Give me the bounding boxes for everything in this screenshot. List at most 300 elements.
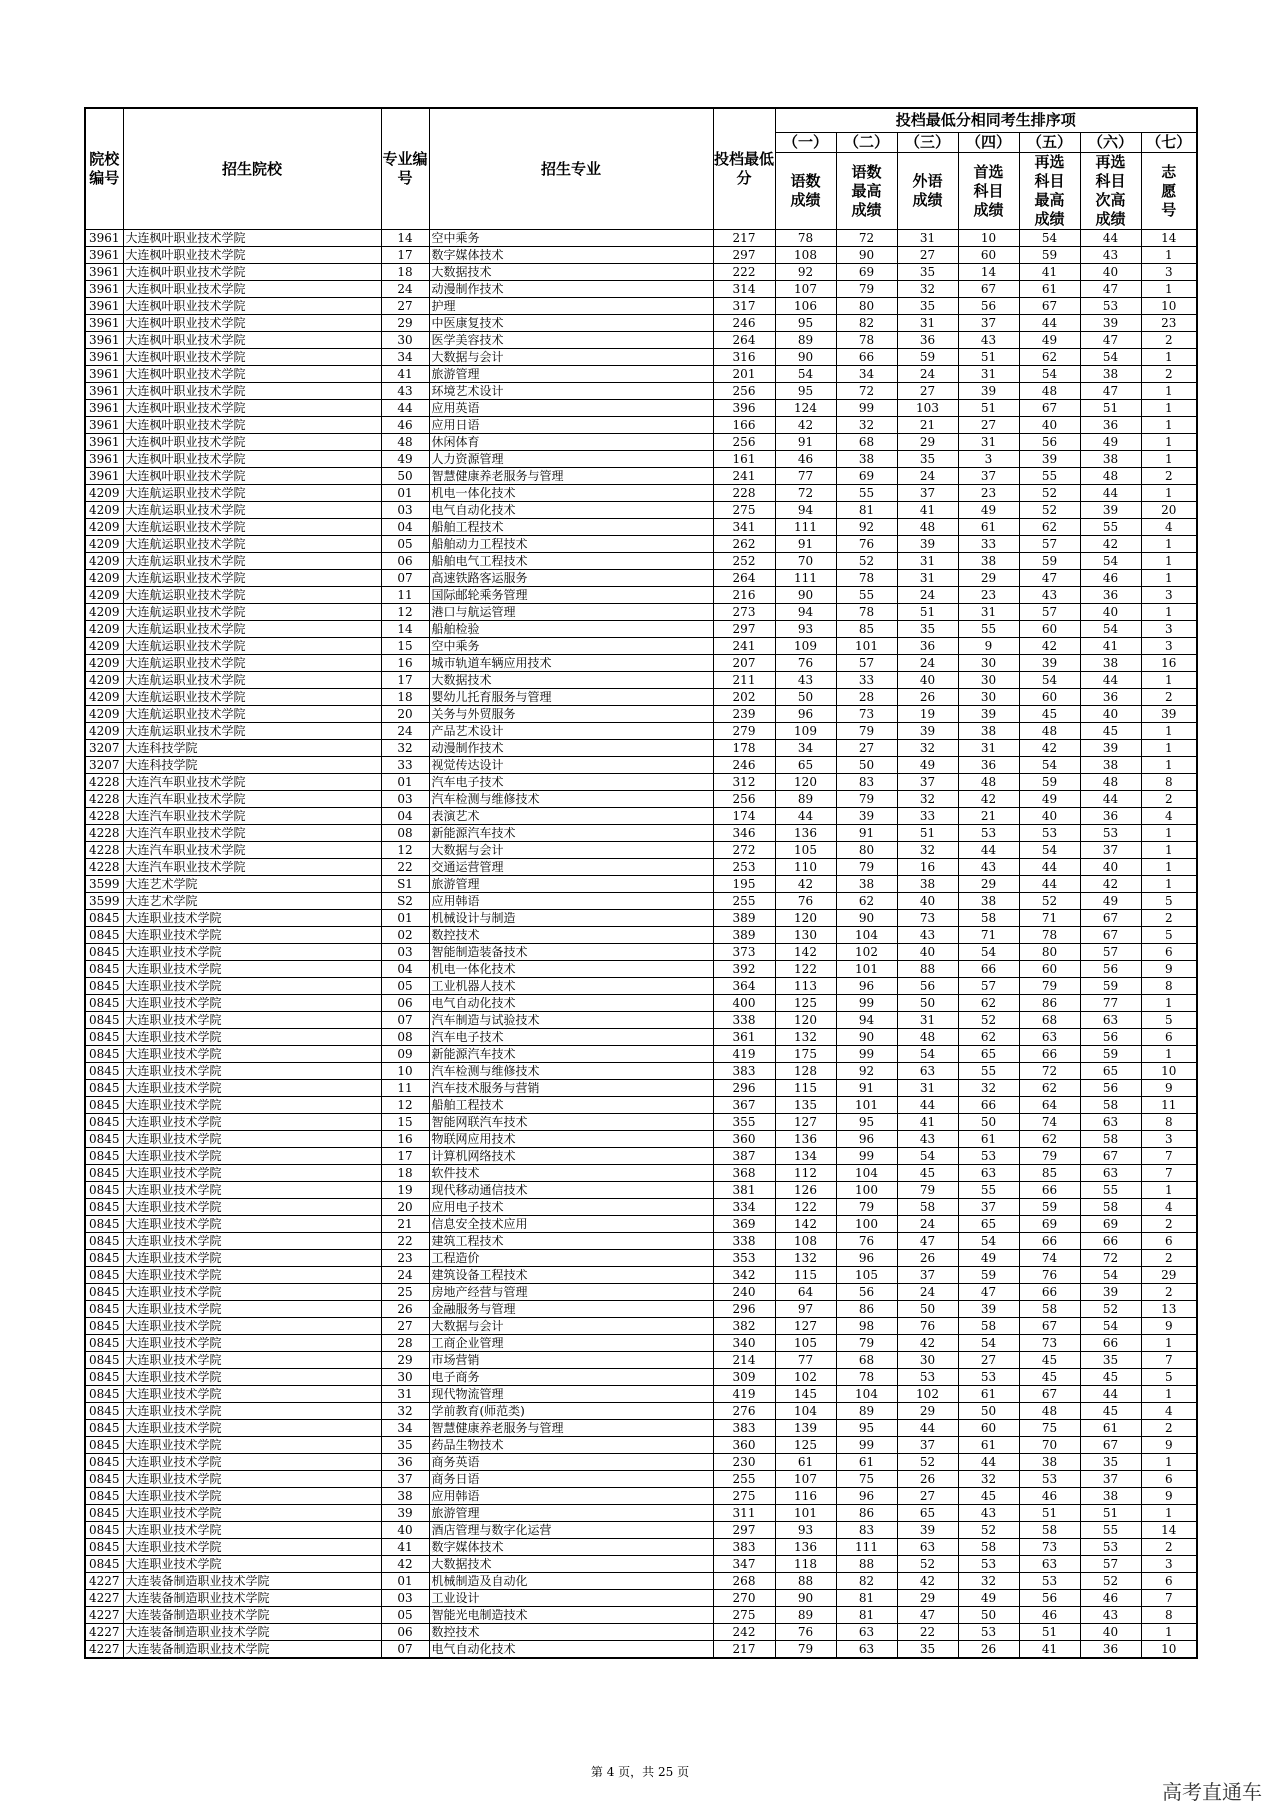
table-row <box>85 247 1197 264</box>
cell-major-name: 房地产经营与管理 <box>429 1284 713 1301</box>
cell-school-code: 0845 <box>85 1114 123 1131</box>
cell-score-4: 61 <box>958 519 1019 536</box>
cell-school-code: 0845 <box>85 1250 123 1267</box>
cell-school-code: 0845 <box>85 1097 123 1114</box>
cell-school-name: 大连职业技术学院 <box>123 1284 381 1301</box>
cell-score-2: 79 <box>836 791 897 808</box>
cell-score-4: 66 <box>958 1097 1019 1114</box>
cell-major-code: 44 <box>381 400 429 417</box>
cell-min-score: 211 <box>713 672 775 689</box>
table-row <box>85 638 1197 655</box>
cell-school-code: 0845 <box>85 995 123 1012</box>
table-row <box>85 468 1197 485</box>
cell-score-3: 58 <box>897 1199 958 1216</box>
cell-score-2: 100 <box>836 1182 897 1199</box>
cell-school-code: 3961 <box>85 349 123 366</box>
cell-min-score: 272 <box>713 842 775 859</box>
cell-score-2: 83 <box>836 774 897 791</box>
cell-major-code: 04 <box>381 519 429 536</box>
cell-major-name: 动漫制作技术 <box>429 740 713 757</box>
cell-score-5: 75 <box>1019 1420 1080 1437</box>
cell-major-name: 船舶工程技术 <box>429 1097 713 1114</box>
cell-score-7: 1 <box>1141 1624 1197 1641</box>
cell-score-4: 37 <box>958 315 1019 332</box>
table-row <box>85 1505 1197 1522</box>
table-row <box>85 859 1197 876</box>
cell-score-1: 142 <box>775 1216 836 1233</box>
cell-score-4: 52 <box>958 1522 1019 1539</box>
cell-score-4: 33 <box>958 536 1019 553</box>
cell-major-name: 大数据与会计 <box>429 349 713 366</box>
cell-major-name: 数字媒体技术 <box>429 1539 713 1556</box>
cell-score-5: 74 <box>1019 1114 1080 1131</box>
cell-score-2: 62 <box>836 893 897 910</box>
cell-score-3: 32 <box>897 842 958 859</box>
header-tiebreak-label: 再选科目次高成绩 <box>1080 153 1141 230</box>
cell-major-code: 12 <box>381 604 429 621</box>
cell-score-1: 91 <box>775 536 836 553</box>
cell-school-code: 4228 <box>85 791 123 808</box>
table-row <box>85 1029 1197 1046</box>
cell-school-name: 大连航运职业技术学院 <box>123 519 381 536</box>
cell-score-4: 55 <box>958 1063 1019 1080</box>
cell-score-1: 76 <box>775 655 836 672</box>
cell-school-name: 大连职业技术学院 <box>123 1437 381 1454</box>
cell-score-6: 35 <box>1080 1454 1141 1471</box>
cell-score-5: 44 <box>1019 876 1080 893</box>
cell-score-6: 69 <box>1080 1216 1141 1233</box>
cell-score-6: 38 <box>1080 655 1141 672</box>
header-tiebreak-num: （七） <box>1141 133 1197 153</box>
cell-school-code: 0845 <box>85 1029 123 1046</box>
header-major-code: 专业编号 <box>381 108 429 230</box>
cell-school-name: 大连汽车职业技术学院 <box>123 774 381 791</box>
cell-score-5: 51 <box>1019 1624 1080 1641</box>
cell-major-name: 机电一体化技术 <box>429 485 713 502</box>
cell-school-code: 4209 <box>85 485 123 502</box>
cell-score-4: 56 <box>958 298 1019 315</box>
header-min-score: 投档最低分 <box>713 108 775 230</box>
cell-score-6: 54 <box>1080 1267 1141 1284</box>
cell-score-4: 48 <box>958 774 1019 791</box>
cell-major-name: 软件技术 <box>429 1165 713 1182</box>
table-row <box>85 757 1197 774</box>
cell-min-score: 178 <box>713 740 775 757</box>
cell-min-score: 246 <box>713 757 775 774</box>
cell-score-1: 132 <box>775 1029 836 1046</box>
cell-min-score: 387 <box>713 1148 775 1165</box>
cell-min-score: 341 <box>713 519 775 536</box>
cell-score-7: 8 <box>1141 978 1197 995</box>
cell-score-1: 96 <box>775 706 836 723</box>
cell-major-code: 24 <box>381 281 429 298</box>
cell-major-name: 学前教育(师范类) <box>429 1403 713 1420</box>
cell-school-name: 大连航运职业技术学院 <box>123 689 381 706</box>
cell-major-code: 01 <box>381 485 429 502</box>
cell-score-7: 3 <box>1141 621 1197 638</box>
cell-school-code: 0845 <box>85 1165 123 1182</box>
cell-score-2: 63 <box>836 1641 897 1659</box>
cell-major-name: 智能网联汽车技术 <box>429 1114 713 1131</box>
cell-score-6: 44 <box>1080 485 1141 502</box>
cell-school-code: 4209 <box>85 553 123 570</box>
cell-score-4: 45 <box>958 1488 1019 1505</box>
cell-min-score: 382 <box>713 1318 775 1335</box>
cell-major-name: 建筑设备工程技术 <box>429 1267 713 1284</box>
cell-score-6: 39 <box>1080 740 1141 757</box>
cell-major-name: 电气自动化技术 <box>429 995 713 1012</box>
cell-score-3: 32 <box>897 791 958 808</box>
cell-major-name: 现代移动通信技术 <box>429 1182 713 1199</box>
cell-score-7: 3 <box>1141 587 1197 604</box>
cell-score-2: 95 <box>836 1420 897 1437</box>
table-row <box>85 808 1197 825</box>
cell-school-name: 大连职业技术学院 <box>123 1046 381 1063</box>
cell-score-1: 136 <box>775 1539 836 1556</box>
cell-score-1: 113 <box>775 978 836 995</box>
cell-major-name: 工业设计 <box>429 1590 713 1607</box>
cell-score-5: 62 <box>1019 519 1080 536</box>
cell-score-2: 72 <box>836 383 897 400</box>
cell-school-name: 大连航运职业技术学院 <box>123 706 381 723</box>
cell-score-7: 1 <box>1141 876 1197 893</box>
cell-min-score: 338 <box>713 1233 775 1250</box>
cell-school-code: 4209 <box>85 519 123 536</box>
cell-school-code: 4209 <box>85 706 123 723</box>
cell-school-code: 3961 <box>85 332 123 349</box>
cell-school-name: 大连枫叶职业技术学院 <box>123 468 381 485</box>
cell-school-name: 大连职业技术学院 <box>123 1335 381 1352</box>
cell-school-name: 大连职业技术学院 <box>123 1131 381 1148</box>
cell-score-4: 47 <box>958 1284 1019 1301</box>
cell-score-7: 2 <box>1141 1539 1197 1556</box>
cell-min-score: 360 <box>713 1131 775 1148</box>
cell-score-6: 49 <box>1080 434 1141 451</box>
table-row <box>85 366 1197 383</box>
cell-school-code: 0845 <box>85 1420 123 1437</box>
cell-score-7: 9 <box>1141 961 1197 978</box>
cell-score-1: 136 <box>775 1131 836 1148</box>
cell-school-name: 大连职业技术学院 <box>123 1063 381 1080</box>
cell-score-4: 50 <box>958 1607 1019 1624</box>
table-row <box>85 1522 1197 1539</box>
cell-min-score: 217 <box>713 230 775 247</box>
cell-score-1: 116 <box>775 1488 836 1505</box>
cell-score-2: 90 <box>836 1029 897 1046</box>
cell-score-7: 1 <box>1141 1046 1197 1063</box>
header-tiebreak-label: 首选科目成绩 <box>958 153 1019 230</box>
cell-major-code: 36 <box>381 1454 429 1471</box>
cell-score-5: 68 <box>1019 1012 1080 1029</box>
cell-score-3: 53 <box>897 1369 958 1386</box>
cell-score-3: 24 <box>897 366 958 383</box>
cell-major-code: 32 <box>381 740 429 757</box>
cell-score-5: 41 <box>1019 264 1080 281</box>
cell-score-7: 9 <box>1141 1437 1197 1454</box>
cell-school-name: 大连枫叶职业技术学院 <box>123 366 381 383</box>
cell-school-code: 4228 <box>85 825 123 842</box>
cell-score-2: 83 <box>836 1522 897 1539</box>
cell-score-6: 47 <box>1080 383 1141 400</box>
table-row <box>85 1369 1197 1386</box>
cell-major-code: 39 <box>381 1505 429 1522</box>
header-tiebreak-num: （三） <box>897 133 958 153</box>
cell-major-code: 33 <box>381 757 429 774</box>
table-row <box>85 1335 1197 1352</box>
cell-score-6: 44 <box>1080 1386 1141 1403</box>
cell-score-3: 63 <box>897 1539 958 1556</box>
cell-score-3: 27 <box>897 383 958 400</box>
cell-score-1: 175 <box>775 1046 836 1063</box>
cell-score-2: 61 <box>836 1454 897 1471</box>
cell-score-5: 60 <box>1019 689 1080 706</box>
cell-score-7: 8 <box>1141 774 1197 791</box>
cell-score-7: 2 <box>1141 791 1197 808</box>
cell-score-2: 94 <box>836 1012 897 1029</box>
cell-major-name: 汽车检测与维修技术 <box>429 791 713 808</box>
cell-score-5: 67 <box>1019 1318 1080 1335</box>
cell-score-7: 14 <box>1141 230 1197 247</box>
header-tiebreak-title: 投档最低分相同考生排序项 <box>775 108 1197 133</box>
cell-major-code: 41 <box>381 366 429 383</box>
table-row <box>85 281 1197 298</box>
cell-score-7: 1 <box>1141 757 1197 774</box>
cell-major-code: 14 <box>381 230 429 247</box>
cell-school-code: 3207 <box>85 757 123 774</box>
cell-school-code: 4209 <box>85 672 123 689</box>
cell-score-7: 1 <box>1141 349 1197 366</box>
cell-school-code: 0845 <box>85 1233 123 1250</box>
cell-score-7: 9 <box>1141 1318 1197 1335</box>
cell-score-3: 32 <box>897 740 958 757</box>
cell-score-5: 52 <box>1019 502 1080 519</box>
cell-score-2: 79 <box>836 1199 897 1216</box>
cell-major-code: 06 <box>381 553 429 570</box>
cell-school-code: 3961 <box>85 264 123 281</box>
header-school-name: 招生院校 <box>123 108 381 230</box>
cell-score-5: 44 <box>1019 859 1080 876</box>
cell-score-6: 67 <box>1080 1148 1141 1165</box>
cell-school-name: 大连枫叶职业技术学院 <box>123 230 381 247</box>
cell-school-name: 大连航运职业技术学院 <box>123 621 381 638</box>
cell-school-name: 大连枫叶职业技术学院 <box>123 383 381 400</box>
cell-school-name: 大连职业技术学院 <box>123 1114 381 1131</box>
cell-score-5: 76 <box>1019 1267 1080 1284</box>
cell-school-code: 0845 <box>85 1522 123 1539</box>
cell-score-3: 40 <box>897 893 958 910</box>
cell-score-3: 43 <box>897 1131 958 1148</box>
cell-major-code: 29 <box>381 1352 429 1369</box>
cell-score-1: 61 <box>775 1454 836 1471</box>
cell-score-6: 65 <box>1080 1063 1141 1080</box>
cell-score-3: 24 <box>897 1216 958 1233</box>
cell-major-code: 46 <box>381 417 429 434</box>
cell-min-score: 217 <box>713 1641 775 1659</box>
cell-score-3: 27 <box>897 1488 958 1505</box>
cell-score-7: 6 <box>1141 1573 1197 1590</box>
cell-school-name: 大连职业技术学院 <box>123 1012 381 1029</box>
cell-min-score: 230 <box>713 1454 775 1471</box>
cell-score-3: 40 <box>897 672 958 689</box>
cell-major-name: 大数据与会计 <box>429 842 713 859</box>
cell-score-1: 111 <box>775 519 836 536</box>
cell-score-5: 86 <box>1019 995 1080 1012</box>
cell-score-5: 51 <box>1019 1505 1080 1522</box>
cell-score-6: 59 <box>1080 1046 1141 1063</box>
cell-school-name: 大连职业技术学院 <box>123 1488 381 1505</box>
cell-major-name: 船舶工程技术 <box>429 519 713 536</box>
cell-min-score: 241 <box>713 638 775 655</box>
cell-score-3: 31 <box>897 553 958 570</box>
cell-score-2: 105 <box>836 1267 897 1284</box>
cell-score-4: 60 <box>958 247 1019 264</box>
cell-score-3: 21 <box>897 417 958 434</box>
cell-major-name: 船舶动力工程技术 <box>429 536 713 553</box>
cell-score-3: 48 <box>897 519 958 536</box>
cell-score-7: 1 <box>1141 247 1197 264</box>
cell-score-3: 73 <box>897 910 958 927</box>
cell-major-code: 07 <box>381 1012 429 1029</box>
cell-school-name: 大连职业技术学院 <box>123 961 381 978</box>
cell-score-4: 57 <box>958 978 1019 995</box>
cell-major-name: 机械设计与制造 <box>429 910 713 927</box>
cell-school-code: 0845 <box>85 1318 123 1335</box>
cell-score-2: 86 <box>836 1301 897 1318</box>
cell-score-4: 62 <box>958 1029 1019 1046</box>
cell-score-4: 29 <box>958 876 1019 893</box>
cell-score-5: 49 <box>1019 791 1080 808</box>
cell-school-code: 0845 <box>85 1216 123 1233</box>
cell-school-name: 大连职业技术学院 <box>123 1182 381 1199</box>
cell-school-name: 大连科技学院 <box>123 757 381 774</box>
cell-score-4: 54 <box>958 1233 1019 1250</box>
cell-min-score: 419 <box>713 1046 775 1063</box>
cell-min-score: 246 <box>713 315 775 332</box>
cell-min-score: 273 <box>713 604 775 621</box>
cell-school-name: 大连装备制造职业技术学院 <box>123 1641 381 1659</box>
cell-min-score: 276 <box>713 1403 775 1420</box>
cell-score-3: 45 <box>897 1165 958 1182</box>
cell-score-6: 56 <box>1080 961 1141 978</box>
cell-score-2: 89 <box>836 1403 897 1420</box>
cell-school-code: 4227 <box>85 1624 123 1641</box>
cell-score-1: 130 <box>775 927 836 944</box>
cell-score-6: 58 <box>1080 1131 1141 1148</box>
cell-major-code: 20 <box>381 1199 429 1216</box>
cell-major-name: 商务日语 <box>429 1471 713 1488</box>
cell-score-3: 48 <box>897 1029 958 1046</box>
cell-major-name: 应用英语 <box>429 400 713 417</box>
cell-score-6: 38 <box>1080 757 1141 774</box>
cell-score-1: 95 <box>775 383 836 400</box>
watermark: 高考直通车 <box>1162 1780 1262 1804</box>
cell-score-3: 29 <box>897 1590 958 1607</box>
cell-score-7: 2 <box>1141 366 1197 383</box>
cell-major-name: 物联网应用技术 <box>429 1131 713 1148</box>
cell-score-5: 54 <box>1019 842 1080 859</box>
cell-score-1: 120 <box>775 774 836 791</box>
cell-school-code: 3961 <box>85 468 123 485</box>
cell-score-4: 27 <box>958 1352 1019 1369</box>
cell-min-score: 342 <box>713 1267 775 1284</box>
cell-score-4: 37 <box>958 468 1019 485</box>
cell-major-name: 数字媒体技术 <box>429 247 713 264</box>
cell-score-2: 90 <box>836 910 897 927</box>
cell-score-6: 40 <box>1080 1624 1141 1641</box>
cell-score-3: 40 <box>897 944 958 961</box>
cell-school-name: 大连汽车职业技术学院 <box>123 791 381 808</box>
header-tiebreak-num: （四） <box>958 133 1019 153</box>
cell-score-4: 32 <box>958 1573 1019 1590</box>
admission-table <box>84 107 1198 1659</box>
cell-score-7: 1 <box>1141 995 1197 1012</box>
cell-score-7: 11 <box>1141 1097 1197 1114</box>
table-row <box>85 230 1197 247</box>
cell-major-name: 应用韩语 <box>429 1488 713 1505</box>
cell-score-3: 31 <box>897 570 958 587</box>
table-row <box>85 689 1197 706</box>
cell-score-3: 36 <box>897 332 958 349</box>
table-row <box>85 1539 1197 1556</box>
cell-major-name: 婴幼儿托育服务与管理 <box>429 689 713 706</box>
cell-score-4: 55 <box>958 1182 1019 1199</box>
cell-score-2: 88 <box>836 1556 897 1573</box>
cell-score-6: 54 <box>1080 621 1141 638</box>
cell-score-2: 101 <box>836 1097 897 1114</box>
cell-score-2: 80 <box>836 842 897 859</box>
cell-score-4: 9 <box>958 638 1019 655</box>
cell-score-2: 96 <box>836 1131 897 1148</box>
table-row <box>85 1420 1197 1437</box>
cell-score-5: 62 <box>1019 1131 1080 1148</box>
cell-score-6: 39 <box>1080 315 1141 332</box>
cell-score-4: 62 <box>958 995 1019 1012</box>
cell-score-5: 45 <box>1019 1369 1080 1386</box>
cell-score-3: 24 <box>897 655 958 672</box>
cell-major-name: 数控技术 <box>429 1624 713 1641</box>
table-row <box>85 791 1197 808</box>
cell-school-name: 大连枫叶职业技术学院 <box>123 298 381 315</box>
cell-major-code: 18 <box>381 264 429 281</box>
cell-school-name: 大连航运职业技术学院 <box>123 604 381 621</box>
table-row <box>85 1624 1197 1641</box>
cell-school-code: 0845 <box>85 1284 123 1301</box>
cell-score-7: 16 <box>1141 655 1197 672</box>
cell-score-5: 47 <box>1019 570 1080 587</box>
cell-score-1: 90 <box>775 587 836 604</box>
table-row <box>85 570 1197 587</box>
table-row <box>85 1318 1197 1335</box>
cell-major-code: 03 <box>381 791 429 808</box>
cell-score-3: 31 <box>897 1012 958 1029</box>
header-tiebreak-label: 语数成绩 <box>775 153 836 230</box>
cell-major-code: 30 <box>381 1369 429 1386</box>
cell-score-4: 65 <box>958 1216 1019 1233</box>
cell-score-3: 37 <box>897 774 958 791</box>
cell-score-5: 66 <box>1019 1182 1080 1199</box>
cell-major-code: 17 <box>381 672 429 689</box>
cell-score-1: 50 <box>775 689 836 706</box>
cell-score-1: 94 <box>775 502 836 519</box>
cell-major-code: 14 <box>381 621 429 638</box>
cell-major-code: 27 <box>381 1318 429 1335</box>
cell-min-score: 369 <box>713 1216 775 1233</box>
cell-score-7: 2 <box>1141 1216 1197 1233</box>
cell-major-code: 16 <box>381 655 429 672</box>
cell-score-4: 51 <box>958 349 1019 366</box>
cell-score-5: 42 <box>1019 740 1080 757</box>
cell-score-5: 73 <box>1019 1335 1080 1352</box>
